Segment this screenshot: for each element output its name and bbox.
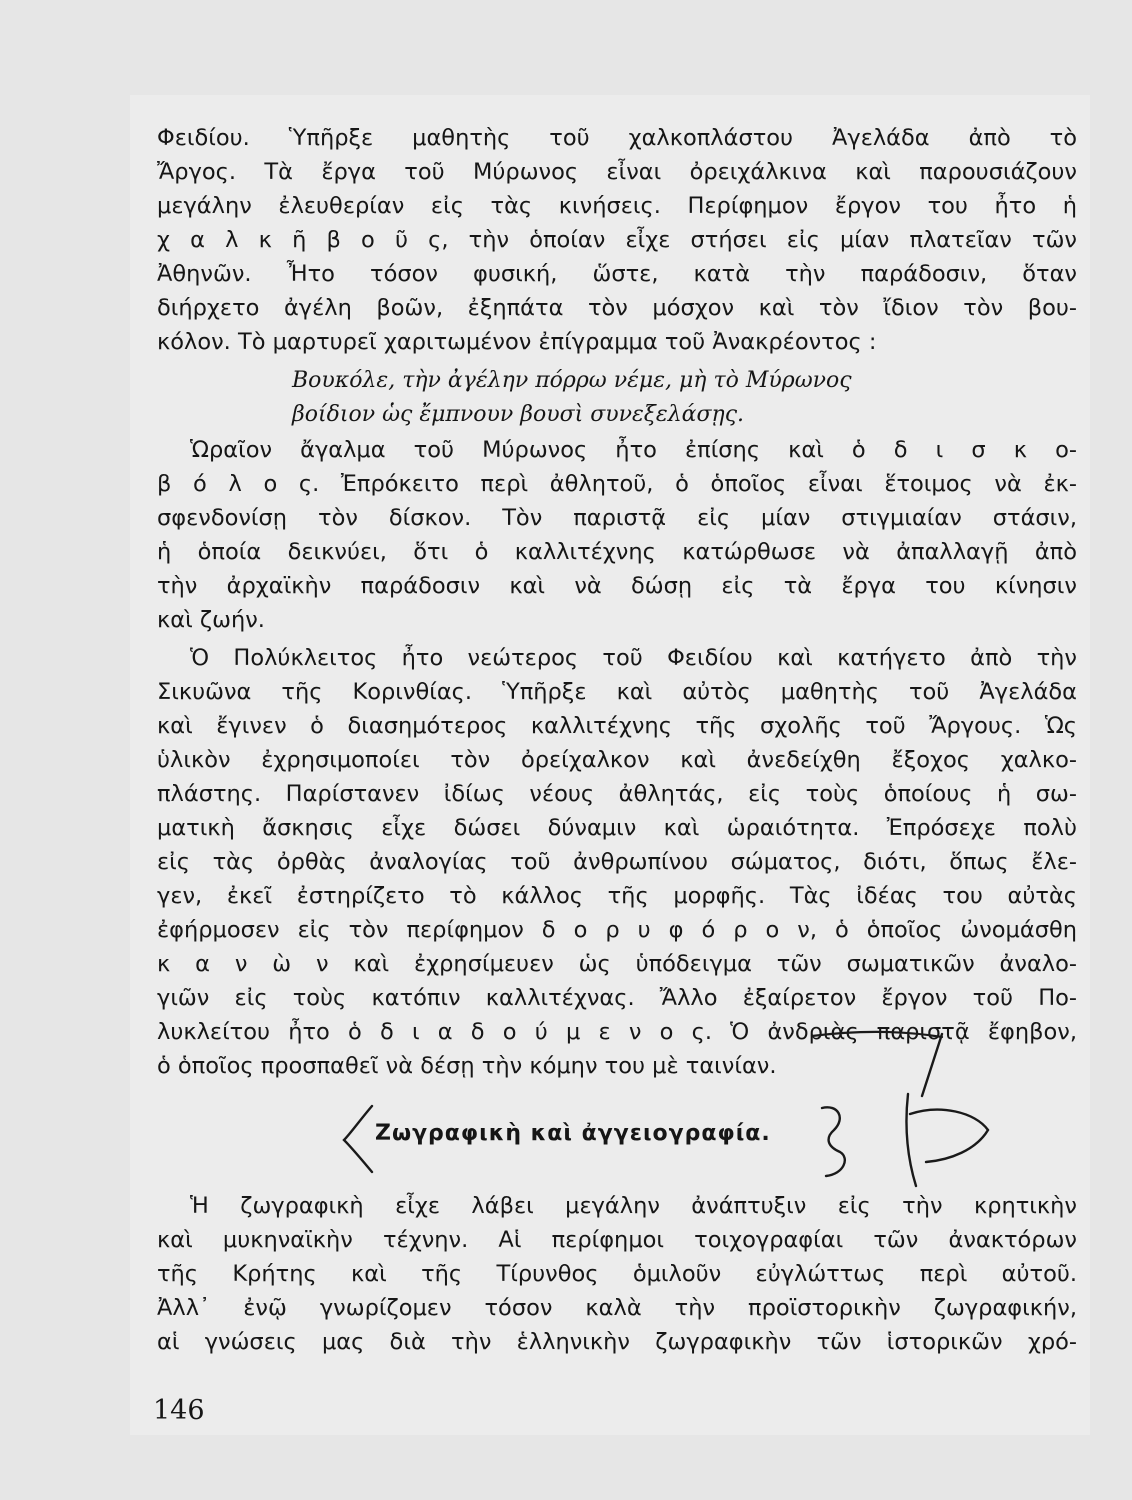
pen-bracket-left xyxy=(344,1106,372,1172)
text-line: β ό λ ο ς. Ἐπρόκειτο περὶ ἀθλητοῦ, ὁ ὁποῖος εἶναι ἕτοιμος νὰ ἐκ- xyxy=(157,471,1077,497)
text-line: Ἀθηνῶν. Ἦτο τόσον φυσική, ὥστε, κατὰ τὴν παράδοσιν, ὅταν xyxy=(157,261,1077,287)
text-line: μεγάλην ἐλευθερίαν εἰς τὰς κινήσεις. Περίφημον ἔργον του ἦτο ἡ xyxy=(157,193,1077,219)
text-line: λυκλείτου ἦτο ὁ δ ι α δ ο ύ μ ε ν ο ς. Ὁ ἀνδριὰς παριστᾷ ἔφηβον, xyxy=(157,1019,1077,1045)
text-line: Ἡ ζωγραφικὴ εἶχε λάβει μεγάλην ἀνάπτυξιν εἰς τὴν κρητικὴν xyxy=(190,1193,1077,1219)
text-line: κόλον. Τὸ μαρτυρεῖ χαριτωμένον ἐπίγραμμα τοῦ Ἀνακρέοντος : xyxy=(157,329,877,355)
text-line: κ α ν ὼ ν καὶ ἐχρησίμευεν ὡς ὑπόδειγμα τῶν σωματικῶν ἀναλο- xyxy=(157,951,1077,977)
text-line: Σικυῶνα τῆς Κορινθίας. Ὑπῆρξε καὶ αὐτὸς μαθητὴς τοῦ Ἀγελάδα xyxy=(157,679,1077,705)
page-number: 146 xyxy=(153,1395,205,1426)
text-line: ὑλικὸν ἐχρησιμοποίει τὸν ὀρείχαλκον καὶ ἀνεδείχθη ἔξοχος χαλκο- xyxy=(157,747,1077,773)
text-line: Ἀλλ᾽ ἐνῷ γνωρίζομεν τόσον καλὰ τὴν προϊστορικὴν ζωγραφικήν, xyxy=(157,1295,1077,1321)
text-line: ἡ ὁποία δεικνύει, ὅτι ὁ καλλιτέχνης κατώρθωσε νὰ ἀπαλλαγῇ ἀπὸ xyxy=(157,539,1077,565)
text-line: καὶ ἔγινεν ὁ διασημότερος καλλιτέχνης τῆς σχολῆς τοῦ Ἄργους. Ὡς xyxy=(157,713,1077,739)
text-line: γιῶν εἰς τοὺς κατόπιν καλλιτέχνας. Ἄλλο ἐξαίρετον ἔργον τοῦ Πο- xyxy=(157,985,1077,1011)
text-line: τὴν ἀρχαϊκὴν παράδοσιν καὶ νὰ δώσῃ εἰς τὰ ἔργα του κίνησιν xyxy=(157,573,1077,599)
text-line: πλάστης. Παρίστανεν ἰδίως νέους ἀθλητάς, εἰς τοὺς ὁποίους ἡ σω- xyxy=(157,781,1077,807)
text-line: διήρχετο ἀγέλη βοῶν, ἐξηπάτα τὸν μόσχον καὶ τὸν ἴδιον τὸν βου- xyxy=(157,295,1077,321)
text-line: καὶ ζωήν. xyxy=(157,607,265,633)
pen-scribble-mark xyxy=(906,1094,988,1186)
text-line: Ὡραῖον ἄγαλμα τοῦ Μύρωνος ἦτο ἐπίσης καὶ ὁ δ ι σ κ ο- xyxy=(190,437,1077,463)
epigram-line: βοίδιον ὡς ἔμπνουν βουσὶ συνεξελάσῃς. xyxy=(292,402,745,427)
text-line: Φειδίου. Ὑπῆρξε μαθητὴς τοῦ χαλκοπλάστου Ἀγελάδα ἀπὸ τὸ xyxy=(157,125,1077,151)
text-line: Ὁ Πολύκλειτος ἦτο νεώτερος τοῦ Φειδίου καὶ κατήγετο ἀπὸ τὴν xyxy=(190,645,1077,671)
text-line: σφενδονίσῃ τὸν δίσκον. Τὸν παριστᾷ εἰς μίαν στιγμιαίαν στάσιν, xyxy=(157,505,1077,531)
text-line: ἐφήρμοσεν εἰς τὸν περίφημον δ ο ρ υ φ ό ρ ο ν, ὁ ὁποῖος ὠνομάσθη xyxy=(157,917,1077,943)
pen-diagonal-stroke xyxy=(922,1034,942,1096)
pen-curl-mark xyxy=(822,1107,845,1176)
text-line: αἱ γνώσεις μας διὰ τὴν ἑλληνικὴν ζωγραφικὴν τῶν ἱστορικῶν χρό- xyxy=(157,1329,1077,1355)
text-line: ματικὴ ἄσκησις εἶχε δώσει δύναμιν καὶ ὡραιότητα. Ἐπρόσεχε πολὺ xyxy=(157,815,1077,841)
text-line: εἰς τὰς ὀρθὰς ἀναλογίας τοῦ ἀνθρωπίνου σώματος, διότι, ὅπως ἔλε- xyxy=(157,849,1077,875)
text-line: καὶ μυκηναϊκὴν τέχνην. Αἱ περίφημοι τοιχογραφίαι τῶν ἀνακτόρων xyxy=(157,1227,1077,1253)
text-line: ὁ ὁποῖος προσπαθεῖ νὰ δέσῃ τὴν κόμην του μὲ ταινίαν. xyxy=(157,1053,777,1079)
pen-underline-mark xyxy=(812,1032,942,1037)
section-heading: Ζωγραφικὴ καὶ ἀγγειογραφία. xyxy=(375,1121,771,1146)
text-line: χ α λ κ ῆ β ο ῦ ς, τὴν ὁποίαν εἶχε στήσει εἰς μίαν πλατεῖαν τῶν xyxy=(157,227,1077,253)
text-line: τῆς Κρήτης καὶ τῆς Τίρυνθος ὁμιλοῦν εὐγλώττως περὶ αὐτοῦ. xyxy=(157,1261,1077,1287)
epigram-line: Βουκόλε, τὴν ἀγέλην πόρρω νέμε, μὴ τὸ Μύρωνος xyxy=(292,368,852,393)
text-line: γεν, ἐκεῖ ἐστηρίζετο τὸ κάλλος τῆς μορφῆς. Τὰς ἰδέας του αὐτὰς xyxy=(157,883,1077,909)
text-line: Ἄργος. Τὰ ἔργα τοῦ Μύρωνος εἶναι ὀρειχάλκινα καὶ παρουσιάζουν xyxy=(157,159,1077,185)
